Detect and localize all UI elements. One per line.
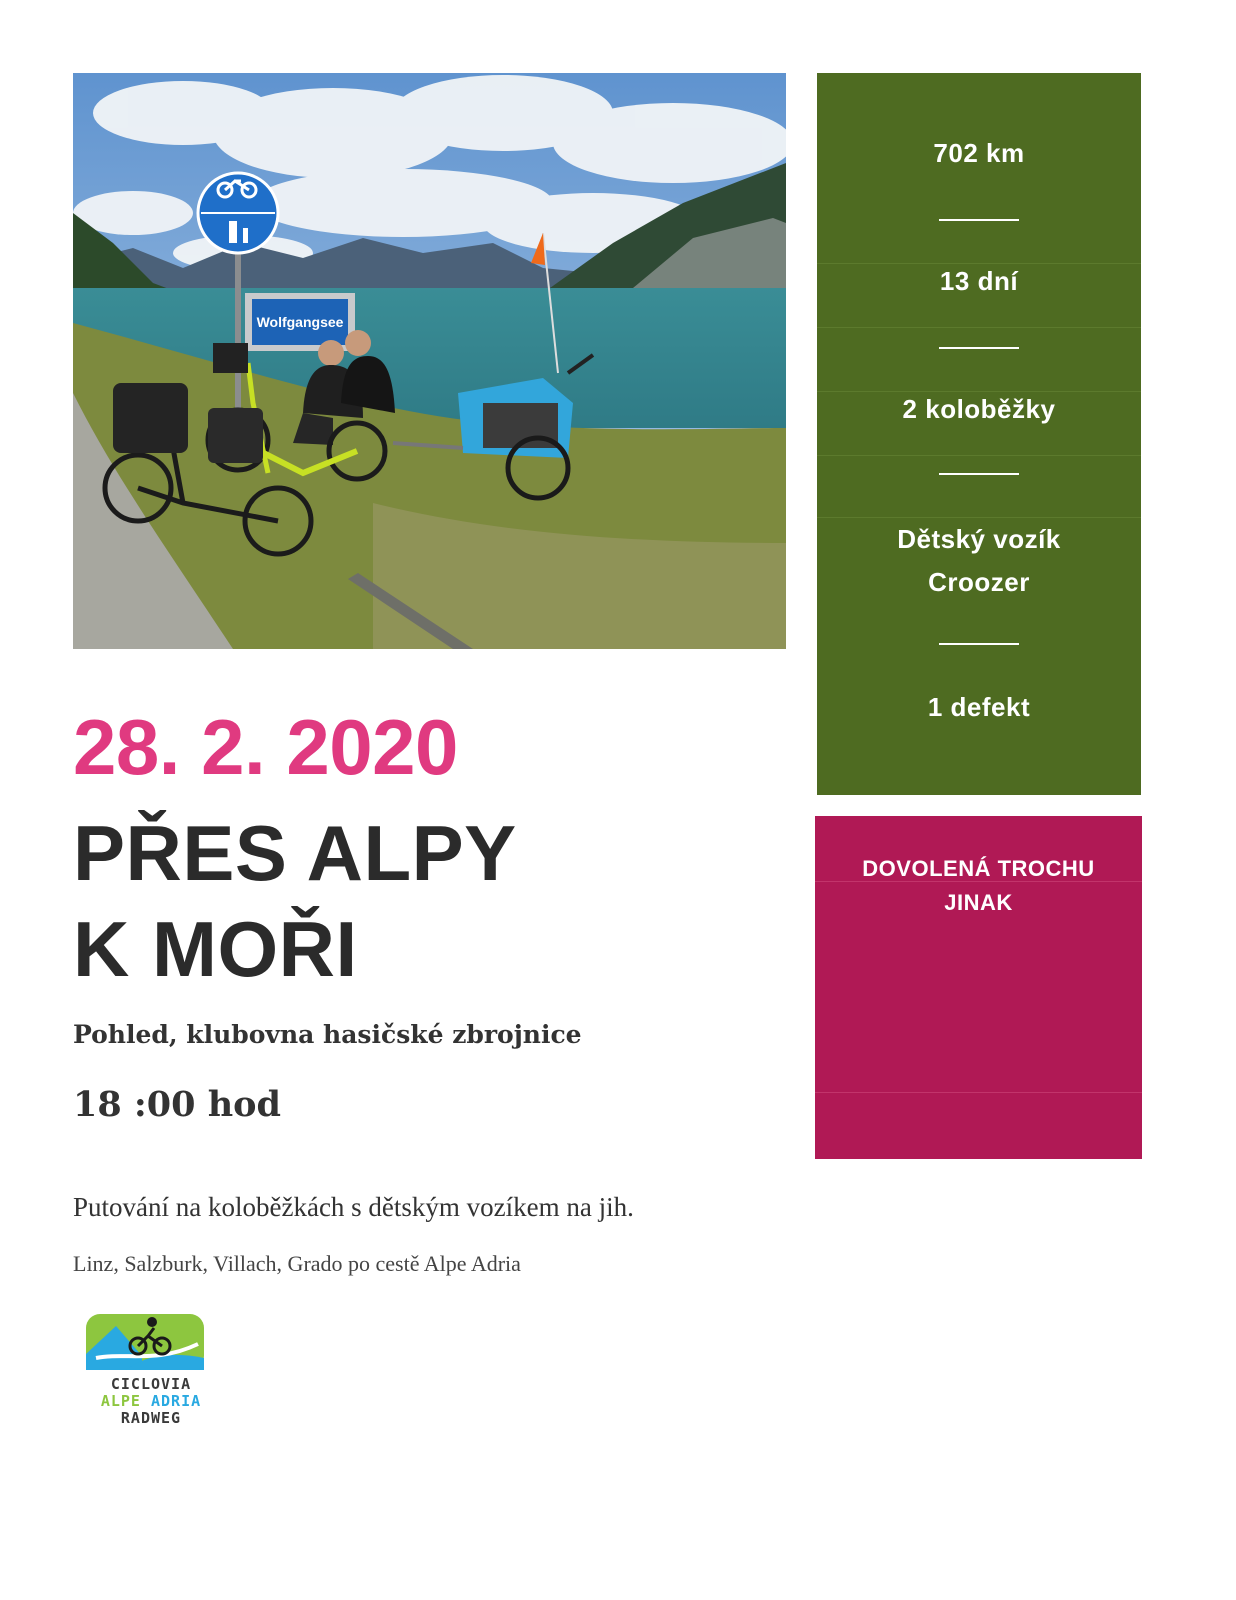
stats-panel	[817, 73, 1141, 795]
event-title	[73, 805, 793, 997]
logo-mark-icon	[86, 1314, 208, 1372]
stat-separator	[939, 473, 1019, 475]
logo-line2-adria: ADRIA	[151, 1392, 202, 1410]
event-time: 18 :00 hod	[73, 1084, 281, 1125]
lake-sign-text: Wolfgangsee	[256, 314, 344, 330]
tagline-panel	[815, 816, 1142, 1159]
tagline-line1: DOVOLENÁ TROCHU	[862, 856, 1095, 881]
stat-days: 13 dní	[939, 266, 1019, 296]
panel-rule	[817, 455, 1141, 456]
stat-separator	[939, 219, 1019, 221]
trip-photo	[73, 73, 786, 649]
tagline-text	[835, 852, 1122, 920]
logo-line2-alpe: ALPE	[100, 1392, 141, 1410]
logo-line3: RADWEG	[120, 1409, 182, 1427]
event-title-line2: K MOŘI	[73, 905, 358, 993]
photo-illustration	[73, 73, 786, 649]
panel-rule	[815, 881, 1142, 882]
stat-trailer-line2: Croozer	[928, 567, 1030, 597]
stat-trailer-line1: Dětský vozík	[897, 524, 1061, 554]
event-date: 28. 2. 2020	[73, 703, 458, 791]
stat-separator	[939, 643, 1019, 645]
panel-rule	[817, 327, 1141, 328]
event-title-line1: PŘES ALPY	[73, 809, 517, 897]
panel-rule	[815, 1092, 1142, 1093]
stat-scooters: 2 koloběžky	[902, 394, 1056, 424]
logo-line1: CICLOVIA	[110, 1375, 192, 1393]
event-route: Linz, Salzburk, Villach, Grado po cestě Alpe Adria	[73, 1251, 521, 1276]
stat-separator	[939, 347, 1019, 349]
ciclovia-logo	[86, 1314, 208, 1434]
event-venue: Pohled, klubovna hasičské zbrojnice	[73, 1020, 582, 1049]
event-description: Putování na koloběžkách s dětským vozíkem na jih.	[73, 1192, 634, 1222]
logo-line2	[96, 1393, 206, 1410]
tagline-line2: JINAK	[944, 890, 1013, 915]
stat-flats: 1 defekt	[927, 692, 1031, 722]
stat-distance: 702 km	[933, 138, 1025, 168]
